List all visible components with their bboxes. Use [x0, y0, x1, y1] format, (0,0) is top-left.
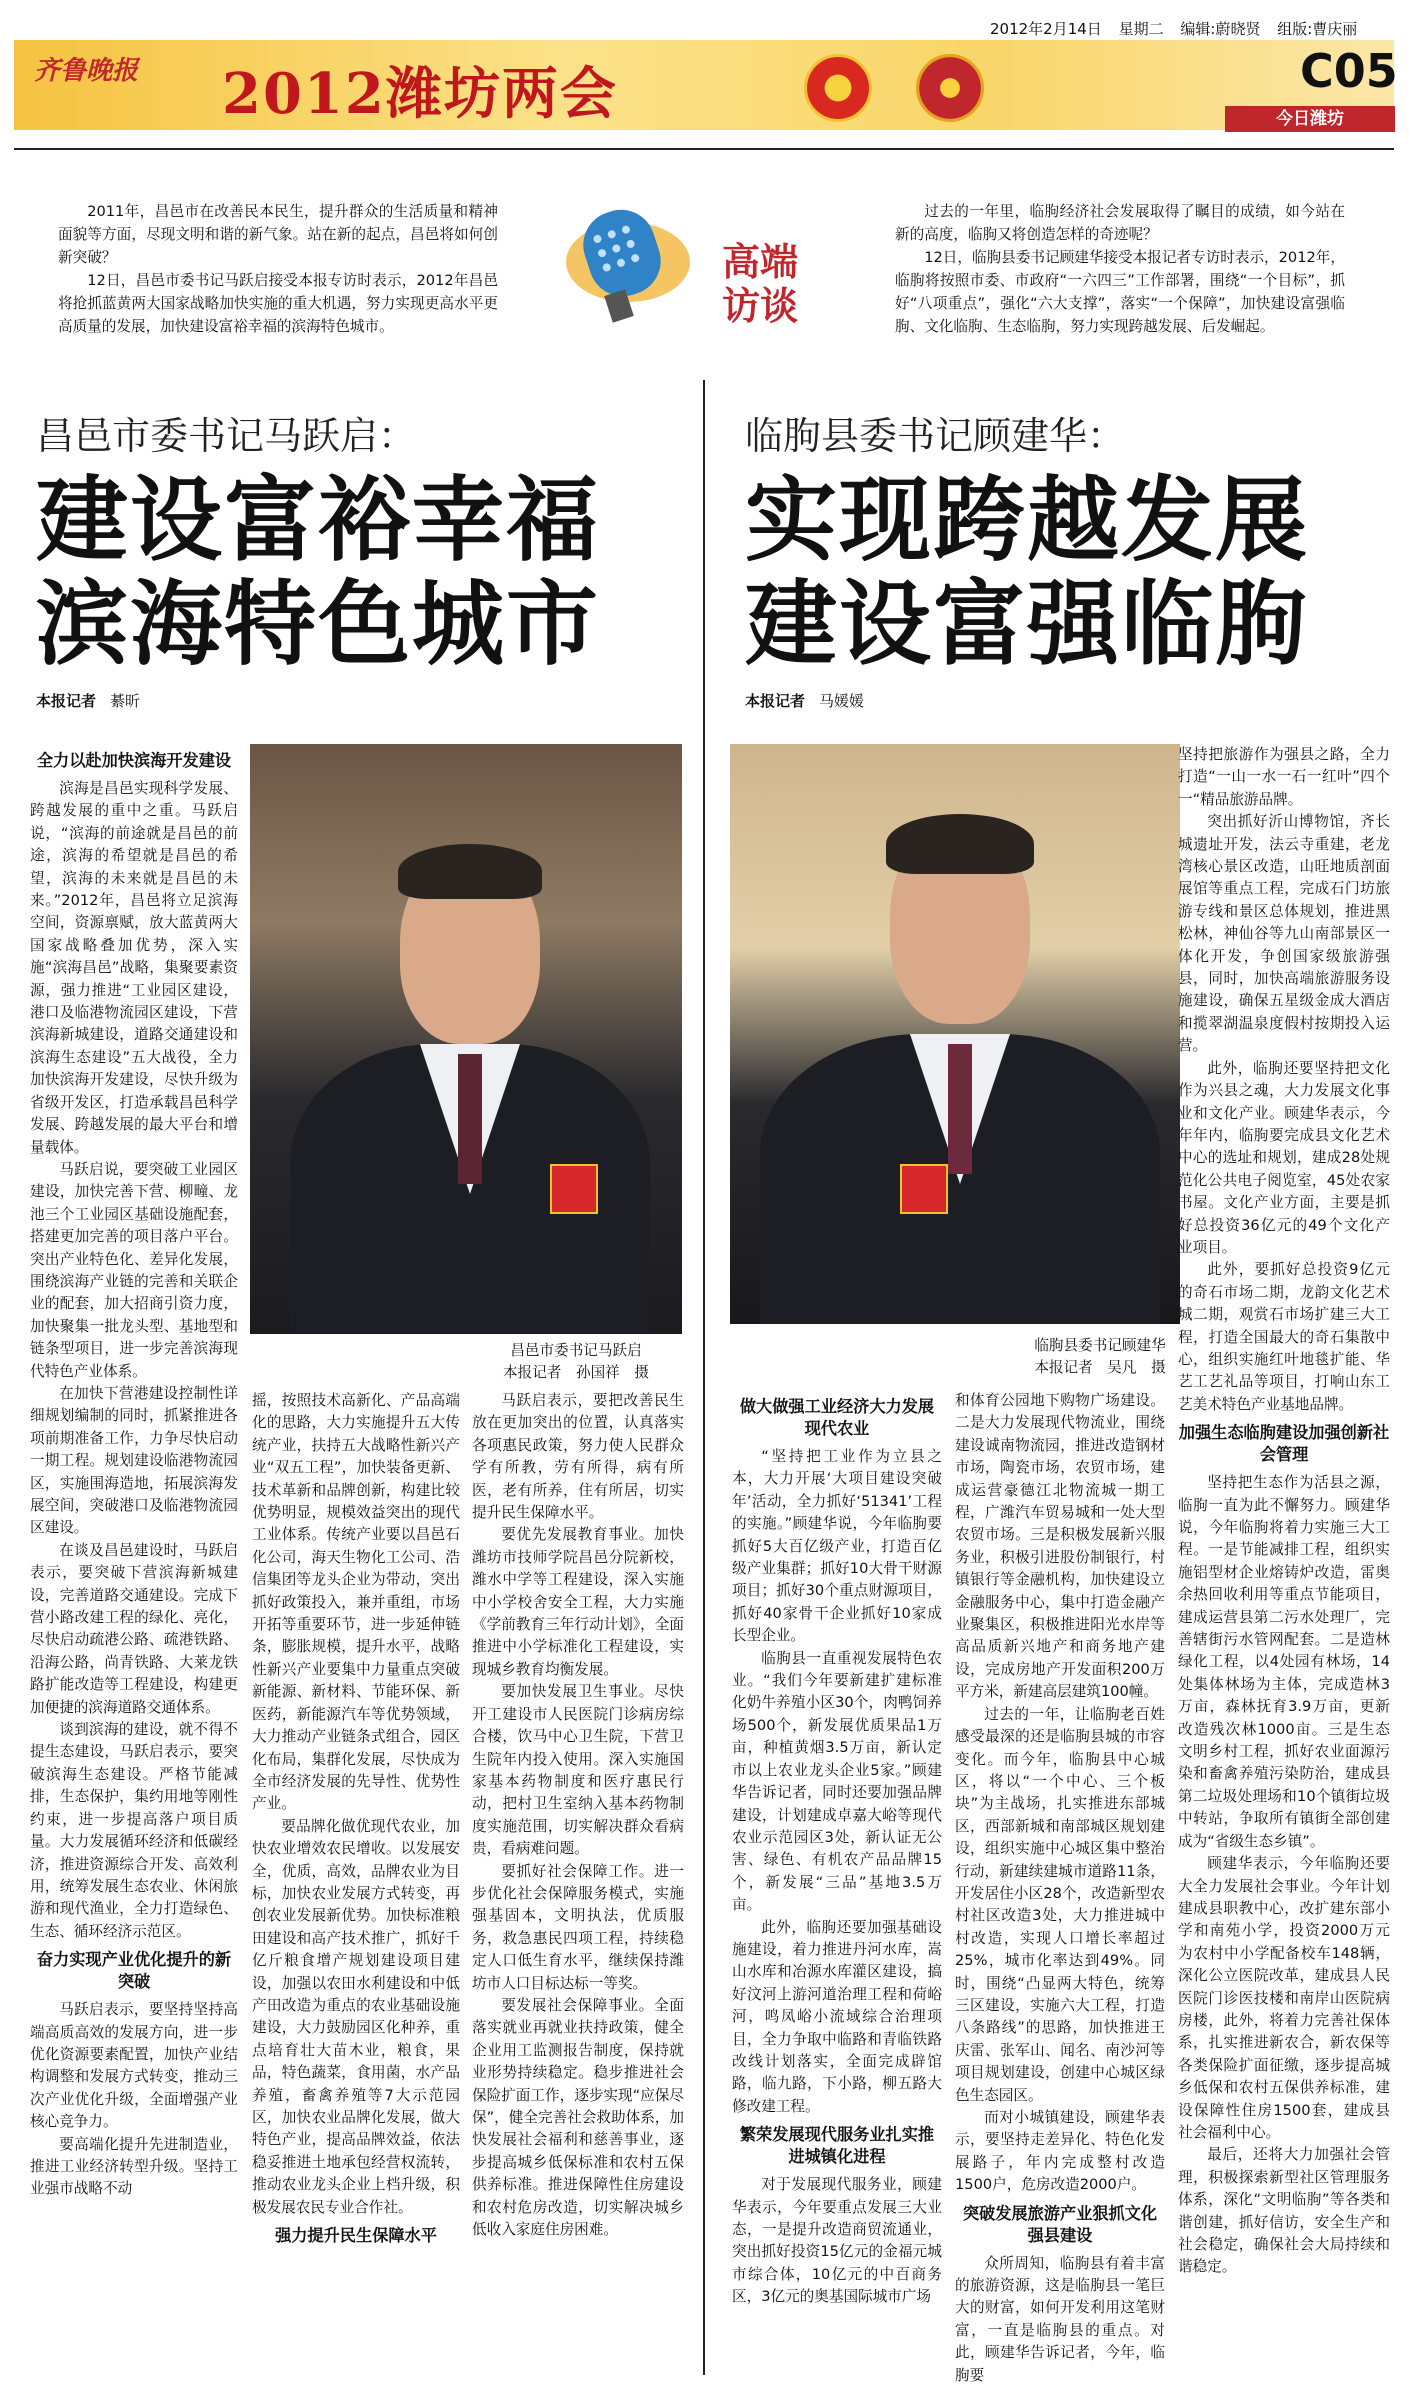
body-paragraph: 在谈及昌邑建设时，马跃启表示，要突破下营滨海新城建设，完善道路交通建设。完成下营小路改建工程的绿化、亮化，尽快启动疏港公路、疏港铁路、沿海公路，尚青铁路、大莱龙铁路扩能改造等工程建设，构建更加便捷的滨海道路交通体系。: [30, 1541, 238, 1716]
body-paragraph: 临朐县一直重视发展特色农业。“我们今年要新建扩建标准化奶牛养殖小区30个，肉鸭饲养场500个，新发展优质果品1万亩，种植黄烟3.5万亩，新认定市以上农业龙头企业5家。”顾建华告诉记者，同时还要加强品牌建设，计划建成卓嘉大峪等现代农业示范园区3处，新认证无公害、绿色、有机农产品品牌15个，新发展“三品”基地3.5万亩。: [732, 1649, 942, 1914]
badge-line: 高端: [721, 239, 798, 284]
body-paragraph: 此外，临朐还要加强基础设施建设，着力推进丹河水库，嵩山水库和冶源水库灌区建设，搞好汶河上游河道治理工程和荷峪河，鸣凤峪小流域综合治理项目，全力争取中临路和青临铁路改线计划落实，全面完成辟馆路，临九路，下小路，柳五路大修改建工程。: [732, 1918, 942, 2115]
intro-right: [895, 200, 1345, 338]
body-paragraph: 坚持把生态作为活县之源，临朐一直为此不懈努力。顾建华说，今年临朐将着力实施三大工程。一是节能减排工程，组织实施铝型材企业熔铸炉改造，雷奥余热回收利用等重点节能项目，建成运营县第二污水处理厂，完善辖街污水管网配套。二是造林绿化工程，以4处园有林场，14处集体林场为主体，完成造林3万亩，森林抚育3.9万亩，更新改造残次林1000亩。三是生态文明乡村工程，抓好农业面源污染和畜禽养殖污染防治，建成县第二垃圾处理场和10个镇街垃圾中转站，争取所有镇街全部创建成为“省级生态乡镇”。: [1178, 1474, 1390, 1850]
intro-paragraph: 12日，昌邑市委书记马跃启接受本报专访时表示，2012年昌邑将抢抓蓝黄两大国家战略加快实施的重大机遇，努力实现更高水平更高质量的发展，加快建设富裕幸福的滨海特色城市。: [58, 272, 498, 335]
body-paragraph: 此外，临朐还要坚持把文化作为兴县之魂，大力发展文化事业和文化产业。顾建华表示，今年年内，临朐要完成县文化艺术中心的选址和规划，建成28处规范化公共电子阅览室，45处农家书屋。文化产业方面，主要是抓好总投资36亿元的49个文化产业项目。: [1178, 1059, 1390, 1256]
portrait-photo: [730, 744, 1180, 1324]
column-divider: [703, 380, 705, 2375]
article-kicker: 昌邑市委书记马跃启：: [36, 414, 417, 458]
badge-line: 访谈: [721, 283, 798, 328]
headline-line: 建设富强临朐: [745, 570, 1310, 678]
section-subhead: 全力以赴加快滨海开发建设: [36, 751, 232, 770]
article-column: [252, 1390, 460, 2253]
body-paragraph: 众所周知，临朐县有着丰富的旅游资源，这是临朐县一笔巨大的财富，如何开发利用这笔财富，一直是临朐县的重点。对此，顾建华告诉记者，今年，临朐要: [955, 2254, 1165, 2384]
body-paragraph: 坚持把旅游作为强县之路，全力打造“一山一水一石一红叶”四个一“精品旅游品牌。: [1178, 746, 1390, 808]
portrait-photo: [250, 744, 682, 1334]
body-paragraph: 滨海是昌邑实现科学发展、跨越发展的重中之重。马跃启说，“滨海的前途就是昌邑的前途，滨海的希望就是昌邑的希望，滨海的未来就是昌邑的未来。”2012年，昌邑将立足滨海空间，资源禀赋，放大蓝黄两大国家战略叠加优势，深入实施“滨海昌邑”战略，集聚要素资源，强力推进“工业园区建设，港口及临港物流园区建设，下营滨海新城建设，道路交通建设和滨海生态建设”五大战役，全力加快滨海开发建设，尽快升级为省级开发区，打造承载昌邑科学发展、跨越发展的最大平台和增量载体。: [30, 780, 238, 1156]
layout-credit: 组版:曹庆丽: [1277, 20, 1358, 38]
headline-line: 滨海特色城市: [36, 570, 601, 678]
body-paragraph: 顾建华表示，今年临朐还要大全力发展社会事业。今年计划建成县职教中心，改扩建东部小学和南苑小学，投资2000万元为农村中小学配备校车148辆，深化公立医院改革，建成县人民医院门诊医技楼和南岸山医院病房楼，此外，将着力完善社保体系，扎实推进新农合，新农保等各类保险扩面征缴，逐步提高城乡低保和农村五保供养标准，建设保障性住房1500套，建成县社会福利中心。: [1178, 1855, 1390, 2141]
editor-credit: 编辑:蔚晓贤: [1180, 20, 1261, 38]
body-paragraph: 摇，按照技术高新化、产品高端化的思路，大力实施提升五大传统产业，扶持五大战略性新兴产业“双五工程”，加快装备更新、技术革新和品牌创新，构建比较优势明显，规模效益突出的现代工业体系。传统产业要以昌邑石化公司，海天生物化工公司、浩信集团等龙头企业为带动，突出抓好政策投入，兼并重组，市场开拓等重要环节，进一步延伸链条，膨胀规模，提升水平，战略性新兴产业要集中力量重点突破新能源、新材料、节能环保、新医药，新能源汽车等优势领域，大力推动产业链条式组合，园区化布局，集群化发展，尽快成为全市经济发展的先导性、优势性产业。: [252, 1392, 460, 1813]
banner-title: 2012潍坊两会: [222, 61, 618, 127]
caption-line: 本报记者 吴凡 摄: [1034, 1359, 1166, 1376]
section-subhead: 突破发展旅游产业狠抓文化强县建设: [962, 2203, 1158, 2245]
body-paragraph: 而对小城镇建设，顾建华表示，要坚持走差异化、特色化发展路子，年内完成整村改造1500户，危房改造2000户。: [955, 2109, 1165, 2194]
section-subhead: 繁荣发展现代服务业扎实推进城镇化进程: [739, 2125, 935, 2167]
article-headline: [745, 468, 1309, 676]
header-rule: [14, 148, 1394, 150]
body-paragraph: 谈到滨海的建设，就不得不提生态建设，马跃启表示，要突破滨海生态建设。严格节能减排，生态保护，集约用地等刚性约束，进一步提高落户项目质量。大力发展循环经济和低碳经济，推进资源综合开发、高效利用，统筹发展生态农业、休闲旅游和现代渔业，全力打造绿色、生态、循环经济示范区。: [30, 1721, 238, 1940]
article-kicker: 临朐县委书记顾建华：: [745, 414, 1126, 458]
article-column: [1178, 744, 1390, 2279]
body-paragraph: 要高端化提升先进制造业，推进工业经济转型升级。坚持工业强市战略不动: [30, 2135, 238, 2198]
body-paragraph: 要品牌化做优现代农业，加快农业增效农民增收。以发展安全，优质，高效，品牌农业为目标，加快农业发展方式转变，再创农业发展新优势。加快标准粮田建设和高产技术推广，抓好千亿斤粮食增产规划建设项目建设，加强以农田水利建设和中低产田改造为重点的农业基础设施建设，大力鼓励园区化种养，重点培育壮大苗木业，粮食，果品，特色蔬菜，食用菌，水产品养殖，畜禽养殖等7大示范园区，加快农业品牌化发展，做大特色产业，提高品牌效益，依法稳妥推进土地承包经营权流转，推动农业龙头企业上档升级，积极发展农民专业合作社。: [252, 1817, 460, 2216]
headline-line: 建设富裕幸福: [36, 466, 601, 574]
body-paragraph: 在加快下营港建设控制性详细规划编制的同时，抓紧推进各项前期准备工作，力争尽快启动一期工程。规划建设临港物流园区，实施围海造地，拓展滨海发展空间，突破港口及临港物流园区建设。: [30, 1384, 238, 1537]
body-paragraph: 突出抓好沂山博物馆，齐长城遗址开发，法云寺重建，老龙湾核心景区改造，山旺地质剖面展馆等重点工程，完成石门坊旅游专线和景区总体规划，推进黑松林，神仙谷等九山南部景区一体化开发，争创国家级旅游强县，同时，加快高端旅游服务设施建设，确保五星级金成大酒店和揽翠湖温泉度假村按期投入运营。: [1178, 813, 1390, 1055]
section-subhead: 奋力实现产业优化提升的新突破: [36, 1950, 232, 1992]
body-paragraph: 对于发展现代服务业，顾建华表示，今年要重点发展三大业态，一是提升改造商贸流通业，突出抓好投资15亿元的金福元城市综合体，10亿元的中百商务区，3亿元的奥基国际城市广场: [732, 2176, 942, 2306]
body-paragraph: 要抓好社会保障工作。进一步优化社会保障服务模式，实施强基固本，文明执法，优质服务，救急惠民四项工程，持续稳定人口低生育水平，继续保持潍坊市人口目标达标一等奖。: [472, 1862, 684, 1992]
page-meta: [990, 18, 1369, 39]
issue-date: 2012年2月14日: [990, 20, 1102, 38]
interview-badge: [700, 240, 820, 330]
headline-line: 实现跨越发展: [745, 466, 1310, 574]
section-subhead: 加强生态临朐建设加强创新社会管理: [1178, 1423, 1390, 1465]
body-paragraph: 马跃启表示，要坚持坚持高端高质高效的发展方向，进一步优化资源要素配置，加快产业结构调整和发展方式转变，推动三次产业优化升级，全面增强产业核心竞争力。: [30, 2001, 238, 2131]
body-paragraph: 要发展社会保障事业。全面落实就业再就业扶持政策，健全企业用工监测报告制度，保持就业形势持续稳定。稳步推进社会保险扩面工作，逐步实现“应保尽保”，健全完善社会救助体系，加快发展社会福利和慈善事业，逐步提高城乡低保标准和农村五保供养标准。推进保障性住房建设和农村危房改造，切实解决城乡低收入家庭住房困难。: [472, 1996, 684, 2239]
section-tag: 今日潍坊: [1225, 106, 1395, 132]
byline-name: 马媛媛: [819, 692, 865, 710]
photo-caption: [1000, 1335, 1200, 1379]
article-column: [30, 744, 238, 2201]
intro-paragraph: 2011年，昌邑市在改善民本民生，提升群众的生活质量和精神面貌等方面，尽现文明和谐的新气象。站在新的起点，昌邑将如何创新突破？: [58, 203, 498, 266]
body-paragraph: 和体育公园地下购物广场建设。二是大力发展现代物流业，围绕建设诚南物流园，推进改造钢材市场，陶瓷市场，农贸市场，建成运营豪德江北物流城一期工程，广潍汽车贸易城和一处大型农贸市场。三是积极发展新兴服务业，积极引进股份制银行，村镇银行等金融机构，加快建设立金融服务中心，集中打造金融产业聚集区，积极推进阳光水岸等高品质新兴地产和商务地产建设，完成房地产开发面积200万平方米，新建高层建筑100幢。: [955, 1392, 1165, 1701]
article-column: [732, 1390, 942, 2309]
intro-left: [58, 200, 498, 338]
article-byline: [36, 690, 140, 711]
article-column: [472, 1390, 684, 2241]
microphone-icon: [548, 192, 698, 327]
byline-name: 綦昕: [110, 692, 141, 710]
cppcc-emblem-icon: [916, 54, 984, 122]
caption-line: 本报记者 孙国祥 摄: [503, 1364, 649, 1381]
section-subhead: 做大做强工业经济大力发展现代农业: [739, 1397, 935, 1438]
body-paragraph: 马跃启表示，要把改善民生放在更加突出的位置，认真落实各项惠民政策，努力使人民群众学有所教，劳有所得，病有所医，老有所养，住有所居，切实提升民生保障水平。: [472, 1392, 684, 1522]
photo-caption: [466, 1340, 686, 1384]
page-number: C05: [1300, 44, 1398, 98]
body-paragraph: 最后，还将大力加强社会管理，积极探索新型社区管理服务体系，深化“文明临朐”等各类和谐创建，抓好信访，安全生产和社会稳定，确保社会大局持续和谐稳定。: [1178, 2146, 1390, 2276]
intro-paragraph: 过去的一年里，临朐经济社会发展取得了瞩目的成绩，如今站在新的高度，临朐又将创造怎样的奇迹呢？: [895, 203, 1345, 243]
body-paragraph: 此外，要抓好总投资9亿元的奇石市场二期，龙韵文化艺术城二期，观赏石市场扩建三大工程，打造全国最大的奇石集散中心，组织实施红叶地毯扩能、华艺工艺礼品等项目，打响山东工艺美术特色产业基地品牌。: [1178, 1261, 1390, 1413]
body-paragraph: 马跃启说，要突破工业园区建设，加快完善下营、柳疃、龙池三个工业园区基础设施配套，搭建更加完善的项目落户平台。突出产业特色化、差异化发展，围绕滨海产业链的完善和关联企业的配套，加大招商引资力度，加快聚集一批龙头型、基地型和链条型项目，进一步完善滨海现代特色产业体系。: [30, 1160, 238, 1380]
article-column: [955, 1390, 1165, 2387]
newspaper-logo: 齐鲁晚报: [34, 56, 139, 86]
body-paragraph: “坚持把工业作为立县之本，大力开展‘大项目建设突破年’活动，全力抓好‘51341’工程的实施。”顾建华说，今年临朐要抓好5大百亿级产业，打造百亿级产业集群；抓好10大骨干财源项目；抓好30个重点财源项目，抓好40家骨干企业抓好10家成长型企业。: [732, 1448, 942, 1645]
body-paragraph: 要优先发展教育事业。加快潍坊市技师学院昌邑分院新校，潍水中学等工程建设，深入实施中小学校舍安全工程，大力实施《学前教育三年行动计划》，全面推进中小学标准化工程建设，实现城乡教育均衡发展。: [472, 1526, 684, 1678]
article-byline: [745, 690, 864, 711]
caption-line: 临朐县委书记顾建华: [1034, 1337, 1166, 1354]
intro-paragraph: 12日，临朐县委书记顾建华接受本报记者专访时表示，2012年，临朐将按照市委、市政府“一六四三”工作部署，围绕“一个目标”，抓好“八项重点”，强化“六大支撑”，落实“一个保障”，加快建设富强临朐、文化临朐、生态临朐，努力实现跨越发展、后发崛起。: [895, 249, 1345, 335]
caption-line: 昌邑市委书记马跃启: [510, 1342, 642, 1359]
national-emblem-icon: [804, 54, 872, 122]
section-subhead: 强力提升民生保障水平: [275, 2226, 437, 2246]
byline-role: 本报记者: [36, 692, 97, 710]
article-headline: [36, 468, 600, 676]
page-banner: [14, 40, 1394, 130]
body-paragraph: 过去的一年，让临朐老百姓感受最深的还是临朐县城的市容变化。而今年，临朐县中心城区，将以“一个中心、三个板块”为主战场，扎实推进东部城区，西部新城和南部城区规划建设，组织实施中心城区集中整治行动，新建续建城市道路11条，开发居住小区28个，改造新型农村社区改造3处，大力推进城中村改造，实现人口增长率超过25%，城市化率达到49%。同时，围绕“凸显两大特色，统筹三区建设，实施六大工程，打造八条路线”的思路，加快推进王庆雷、张军山、闻名、南沙河等项目规划建设，创建中心城区绿色生态园区。: [955, 1705, 1165, 2104]
issue-weekday: 星期二: [1118, 20, 1164, 38]
byline-role: 本报记者: [745, 692, 806, 710]
body-paragraph: 要加快发展卫生事业。尽快开工建设市人民医院门诊病房综合楼，饮马中心卫生院，下营卫生院年内投入使用。深入实施国家基本药物制度和医疗惠民行动，把村卫生室纳入基本药物制度实施范围，切实解决群众看病贵，看病难问题。: [472, 1683, 684, 1858]
